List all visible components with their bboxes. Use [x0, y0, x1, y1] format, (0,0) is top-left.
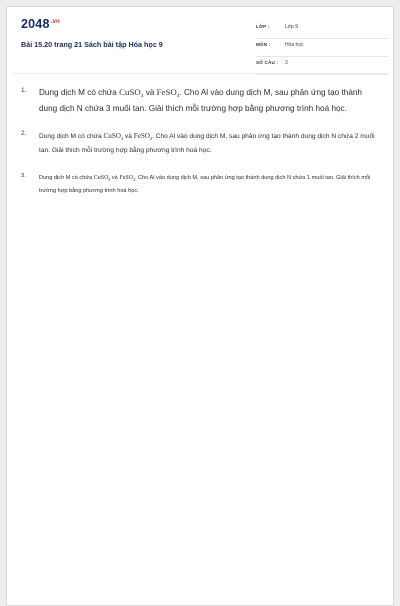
document-sheet [6, 6, 394, 606]
question-text-before: Dung dịch M có chứa [39, 133, 104, 140]
question-text-after: . Cho Al vào dung dịch M, sau phản ứng tạo thành dung dịch N chứa 3 muối tan. Giải thích mỗi trường hợp bằng phương trình hoá học. [39, 88, 362, 113]
formula-feso4 [157, 87, 180, 97]
formula-base: FeSO [119, 175, 134, 181]
meta-label-count: SỐ CÂU : [256, 60, 279, 65]
formula-subscript: 4 [120, 136, 124, 141]
question-text-after: . Cho Al vào dung dịch M, sau phản ứng tạo thành dung dịch N chứa 2 muối tan. Giải thích mỗi trường hợp bằng phương trình hoá học. [39, 133, 375, 154]
formula-subscript: 4 [108, 178, 111, 182]
meta-value-class: Lớp 9 [285, 24, 299, 30]
meta-row-subject [256, 39, 388, 57]
document-header [7, 7, 393, 71]
question-number: 3. [21, 173, 26, 179]
question-text-before: Dung dịch M có chứa [39, 88, 120, 97]
formula-subscript: 4 [176, 93, 180, 99]
question-text [39, 130, 379, 157]
formula-subscript: 4 [140, 93, 144, 99]
meta-value-subject: Hóa học [285, 42, 304, 48]
formula-cuso4 [94, 175, 111, 181]
formula-base: FeSO [133, 132, 150, 140]
formula-base: FeSO [156, 87, 177, 97]
meta-table [256, 21, 388, 75]
formula-base: CuSO [119, 87, 141, 97]
question-text-before: Dung dịch M có chứa [39, 175, 94, 181]
formula-cuso4 [119, 87, 143, 97]
meta-label-subject: MÔN : [256, 42, 271, 47]
logo-number: 2048 [21, 17, 50, 31]
meta-row-class [256, 21, 388, 39]
question-text-mid: và [123, 133, 134, 140]
formula-base: CuSO [93, 175, 109, 181]
question-text-mid: và [110, 175, 120, 181]
formula-cuso4 [104, 132, 124, 140]
page-title: Bài 15.20 trang 21 Sách bài tập Hóa học 9 [21, 40, 163, 49]
meta-label-class: LỚP : [256, 24, 270, 29]
question-text-after: . Cho Al vào dung dịch M, sau phản ứng tạo thành dung dịch N chứa 1 muối tan. Giải thích mỗi trường hợp bằng phương trình hoá học. [39, 175, 371, 194]
question-item [21, 173, 379, 197]
meta-value-count: 3 [285, 60, 288, 66]
question-text-mid: và [143, 88, 157, 97]
question-text [39, 173, 379, 197]
question-number: 2. [21, 130, 27, 137]
formula-feso4 [134, 132, 152, 140]
logo-suffix: .vn [50, 18, 60, 25]
question-item [21, 87, 379, 114]
formula-subscript: 4 [149, 136, 153, 141]
question-text [39, 87, 379, 114]
formula-base: CuSO [103, 132, 121, 140]
formula-subscript: 4 [133, 178, 135, 182]
site-logo[interactable] [21, 17, 60, 31]
header-divider [13, 73, 387, 74]
question-item [21, 130, 379, 157]
question-number: 1. [21, 87, 27, 94]
formula-feso4 [119, 175, 135, 181]
question-list [21, 87, 379, 213]
